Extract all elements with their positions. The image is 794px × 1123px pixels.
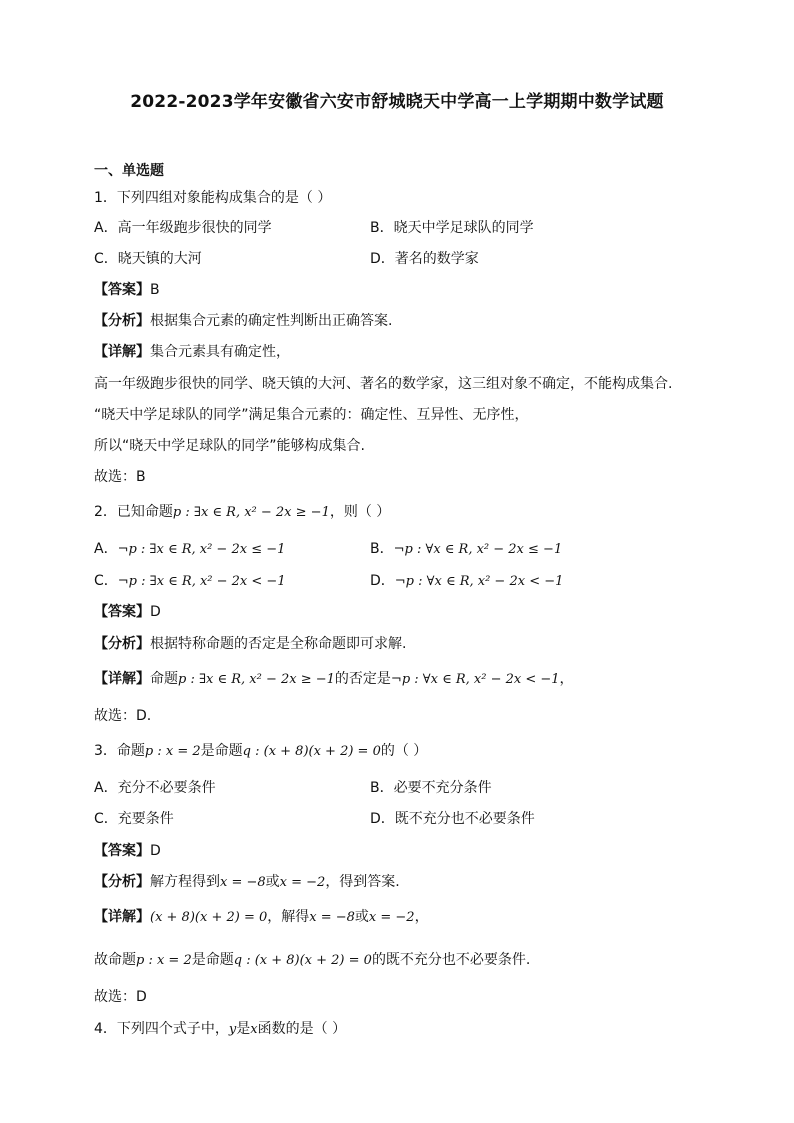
question-2-option-b [370, 539, 562, 560]
question-1-option-a: A．高一年级跑步很快的同学 [94, 220, 272, 236]
question-1-choice: 故选：B [94, 469, 146, 485]
detail-tag: 【详解】 [94, 671, 150, 687]
question-4-stem [94, 1019, 346, 1040]
answer-value: D [150, 604, 161, 620]
answer-tag: 【答案】 [94, 604, 150, 620]
option-formula: ¬p : ∀x ∈ R, x² − 2x < −1 [394, 574, 564, 589]
question-2-stem [94, 502, 390, 523]
question-1-option-d: D．著名的数学家 [370, 251, 479, 267]
stem-suffix: 的（ ） [380, 743, 428, 759]
analysis-middle: 或 [265, 874, 280, 890]
question-2-answer [94, 602, 161, 622]
question-2-choice: 故选：D. [94, 708, 152, 724]
analysis-text: 根据特称命题的否定是全称命题即可求解. [150, 636, 407, 652]
option-formula: ¬p : ∃x ∈ R, x² − 2x < −1 [117, 574, 286, 589]
question-3-stem [94, 741, 427, 762]
question-1-detail-line-2: 高一年级跑步很快的同学、晓天镇的大河、著名的数学家，这三组对象不确定，不能构成集合. [94, 376, 673, 392]
question-3-option-c: C．充要条件 [94, 811, 174, 827]
question-3-option-a: A．充分不必要条件 [94, 780, 216, 796]
stem-formula: p : ∃x ∈ R, x² − 2x ≥ −1 [172, 505, 330, 520]
option-formula: ¬p : ∃x ∈ R, x² − 2x ≤ −1 [117, 542, 286, 557]
conclusion-formula-2: q : (x + 8)(x + 2) = 0 [233, 953, 372, 968]
answer-tag: 【答案】 [94, 282, 150, 298]
question-3-analysis [94, 872, 400, 893]
stem-formula-2: q : (x + 8)(x + 2) = 0 [242, 744, 381, 759]
conclusion-prefix: 故命题 [94, 952, 136, 968]
question-1-option-c: C．晓天镇的大河 [94, 251, 202, 267]
detail-formula-2: x = −8 [309, 910, 355, 925]
answer-tag: 【答案】 [94, 843, 150, 859]
stem-suffix: 函数的是（ ） [257, 1021, 347, 1037]
stem-middle: 是命题 [200, 743, 243, 759]
detail-suffix: ， [414, 909, 429, 925]
answer-value: B [150, 282, 160, 298]
question-2-option-d [370, 571, 563, 592]
detail-formula-3: x = −2 [368, 910, 415, 925]
option-label: C． [94, 573, 118, 589]
detail-formula-2: ¬p : ∀x ∈ R, x² − 2x < −1 [390, 672, 560, 687]
page-title: 2022-2023学年安徽省六安市舒城晓天中学高一上学期期中数学试题 [130, 92, 664, 112]
answer-value: D [150, 843, 161, 859]
question-3-option-b: B．必要不充分条件 [370, 780, 492, 796]
stem-variable-y: y [228, 1022, 237, 1037]
stem-middle: 是 [236, 1021, 251, 1037]
conclusion-suffix: 的既不充分也不必要条件. [371, 952, 531, 968]
detail-prefix: 命题 [150, 671, 178, 687]
question-1-stem: 1．下列四组对象能构成集合的是（ ） [94, 190, 332, 206]
question-2-option-c [94, 571, 286, 592]
stem-formula-1: p : x = 2 [144, 744, 201, 759]
analysis-tag: 【分析】 [94, 874, 150, 890]
analysis-text: 根据集合元素的确定性判断出正确答案. [150, 313, 393, 329]
option-label: D． [370, 573, 395, 589]
question-3-detail [94, 907, 429, 928]
detail-middle-2: 或 [354, 909, 369, 925]
section-heading: 一、单选题 [94, 163, 164, 179]
analysis-tag: 【分析】 [94, 313, 150, 329]
conclusion-formula-1: p : x = 2 [136, 953, 192, 968]
analysis-prefix: 解方程得到 [150, 874, 220, 890]
detail-suffix: ， [559, 671, 574, 687]
question-2-analysis [94, 634, 406, 654]
question-1-option-b: B．晓天中学足球队的同学 [370, 220, 534, 236]
conclusion-middle: 是命题 [191, 952, 234, 968]
question-2-detail [94, 669, 574, 690]
question-3-option-d: D．既不充分也不必要条件 [370, 811, 535, 827]
detail-middle: 的否定是 [334, 671, 391, 687]
analysis-formula-1: x = −8 [220, 875, 266, 890]
question-1-answer [94, 280, 160, 300]
stem-prefix: 3．命题 [94, 743, 145, 759]
analysis-suffix: ，得到答案. [325, 874, 400, 890]
question-1-detail-line-3: “晓天中学足球队的同学”满足集合元素的：确定性、互异性、无序性， [94, 407, 529, 423]
option-label: A． [94, 541, 118, 557]
detail-formula-1: (x + 8)(x + 2) = 0 [150, 910, 268, 925]
question-3-choice: 故选：D [94, 989, 147, 1005]
detail-tag: 【详解】 [94, 344, 150, 360]
question-2-option-a [94, 539, 285, 560]
analysis-formula-2: x = −2 [279, 875, 326, 890]
question-1-analysis [94, 311, 392, 331]
question-1-detail [94, 342, 290, 362]
question-3-answer [94, 841, 161, 861]
analysis-tag: 【分析】 [94, 636, 150, 652]
detail-middle-1: ，解得 [267, 909, 310, 925]
detail-formula-1: p : ∃x ∈ R, x² − 2x ≥ −1 [178, 672, 335, 687]
option-formula: ¬p : ∀x ∈ R, x² − 2x ≤ −1 [393, 542, 563, 557]
detail-tag: 【详解】 [94, 909, 150, 925]
question-1-detail-line-4: 所以“晓天中学足球队的同学”能够构成集合. [94, 438, 365, 454]
stem-suffix: ，则（ ） [329, 504, 391, 520]
question-3-conclusion [94, 950, 530, 971]
option-label: B． [370, 541, 394, 557]
stem-prefix: 2．已知命题 [94, 504, 173, 520]
detail-text: 集合元素具有确定性， [150, 344, 290, 360]
stem-variable-x: x [250, 1022, 258, 1037]
stem-prefix: 4．下列四个式子中， [94, 1021, 229, 1037]
